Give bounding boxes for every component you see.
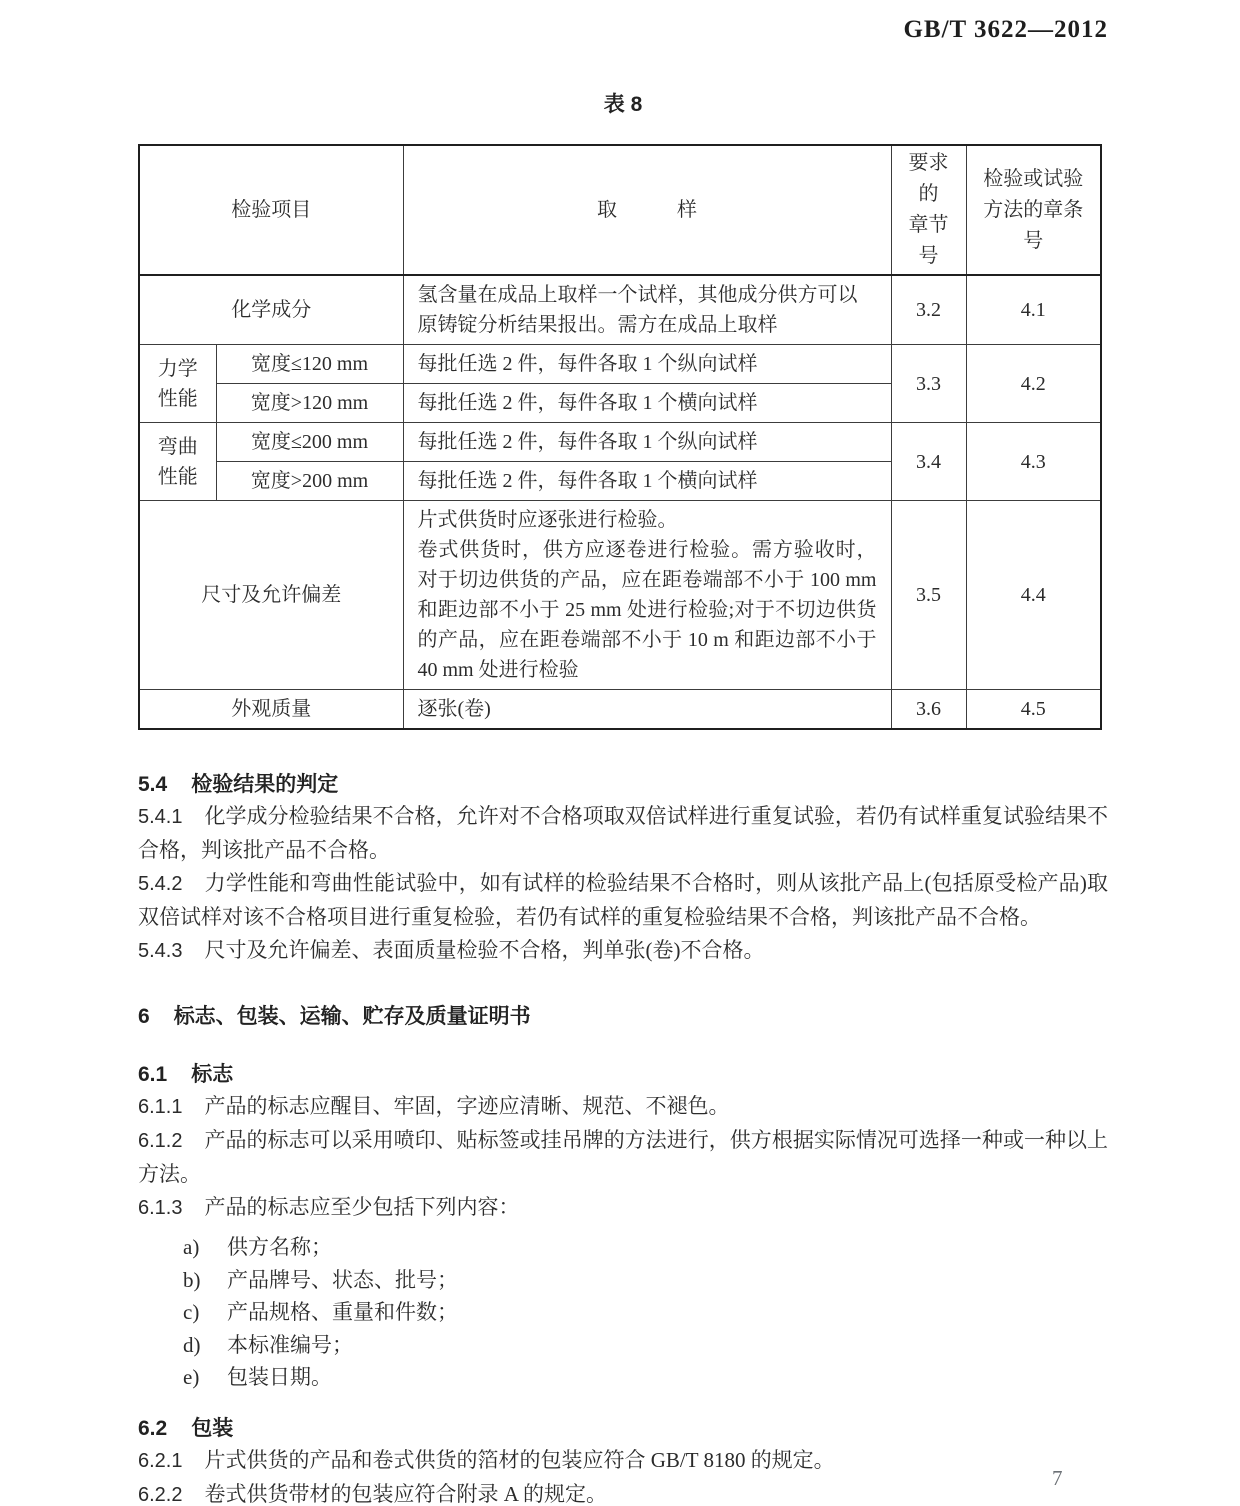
header-method-line1: 检验或试验 [983,167,1084,190]
list-item-text: 本标准编号； [227,1332,353,1357]
cell-sub-bending-1 [216,423,403,462]
cell-req-chemical [891,275,966,345]
visual-sampling-text: 逐张(卷) [417,698,491,720]
table-row-mechanical-1 [139,345,1101,384]
bending-sub2-label: 宽度>200 mm [250,470,369,492]
header-requirement-line1: 要求的 [908,152,949,205]
clause-6-1-3 [138,1191,1108,1225]
clause-6-1-3-number: 6.1.3 [138,1197,183,1219]
clause-6-1-1-text: 产品的标志应醒目、牢固，字迹应清晰、规范、不褪色。 [204,1094,730,1118]
mechanical-method-value: 4.2 [1020,372,1046,395]
cell-sampling-mechanical-1 [403,345,891,384]
clause-6-2-2 [138,1478,1108,1506]
list-item-text: 包装日期。 [227,1365,332,1389]
heading-6-number: 6 [138,1005,150,1028]
list-item-marker: e) [183,1365,200,1389]
clause-6-2-2-text: 卷式供货带材的包装应符合附录 A 的规定。 [204,1481,607,1506]
bending-sub1-label: 宽度≤200 mm [250,431,369,453]
dimensions-sampling-paragraph-1: 片式供货时应逐张进行检验。 [417,509,678,531]
clause-6-1-2-number: 6.1.2 [138,1130,183,1152]
heading-5-4-number: 5.4 [138,773,168,796]
dimensions-method-value: 4.4 [1020,584,1046,606]
list-item [138,1361,1108,1394]
list-item-marker: b) [183,1267,201,1292]
visual-req-value: 3.6 [916,698,941,720]
list-item [138,1231,1108,1264]
clause-6-1-1 [138,1090,1108,1124]
list-item [138,1264,1108,1297]
cell-req-bending [891,423,966,501]
inspection-sampling-table [138,144,1102,730]
clause-6-2-1-text: 片式供货的产品和卷式供货的箔材的包装应符合 GB/T 8180 的规定。 [204,1447,835,1472]
cell-group-bending [139,423,216,501]
list-item-text: 产品牌号、状态、批号； [227,1267,458,1292]
clause-5-4-1-text: 化学成分检验结果不合格，允许对不合格项取双倍试样进行重复试验，若仍有试样重复试验结果不合格，判该批产品不合格。 [138,804,1108,862]
header-sampling-label: 取 样 [597,199,697,221]
visual-method-value: 4.5 [1020,698,1046,720]
bending-method-value: 4.3 [1020,450,1046,473]
mechanical-sub2-label: 宽度>120 mm [250,392,369,414]
list-item [138,1296,1108,1329]
bending-group-label: 弯曲性能 [157,435,198,488]
cell-item-dimensions [139,501,403,690]
table-header-row [139,145,1101,275]
mechanical-sub1-label: 宽度≤120 mm [250,353,369,375]
cell-item-chemical [139,275,403,345]
cell-sampling-dimensions [403,501,891,690]
cell-method-visual [966,690,1101,730]
clause-6-2-1 [138,1444,1108,1478]
header-requirement-line2: 章节号 [908,214,949,267]
heading-6-title: 标志、包装、运输、贮存及质量证明书 [173,1005,531,1028]
cell-sampling-visual [403,690,891,730]
list-item-text: 产品规格、重量和件数； [227,1300,458,1324]
clause-5-4-3 [138,934,1108,968]
heading-5-4-title: 检验结果的判定 [191,773,339,796]
cell-method-dimensions [966,501,1101,690]
standard-code-header: GB/T 3622—2012 [903,16,1108,43]
heading-6-1-title: 标志 [191,1063,234,1086]
bending-req-value: 3.4 [916,450,941,473]
clause-6-2-2-number: 6.2.2 [138,1483,183,1506]
cell-group-mechanical [139,345,216,423]
clause-5-4-2-number: 5.4.2 [138,873,183,895]
heading-6-2-number: 6.2 [138,1416,168,1440]
cell-method-chemical [966,275,1101,345]
clause-5-4-2 [138,867,1108,934]
visual-item-label: 外观质量 [231,698,312,720]
mechanical-group-label: 力学性能 [157,357,198,410]
chemical-item-label: 化学成分 [231,299,312,321]
heading-5-4 [138,770,1108,800]
cell-sampling-chemical [403,275,891,345]
heading-6-1 [138,1060,1108,1090]
header-method-clause [966,145,1101,275]
dimensions-sampling-paragraph-2: 卷式供货时，供方应逐卷进行检验。需方验收时，对于切边供货的产品，应在距卷端部不小于 100 mm 和距边部不小于 25 mm 处进行检验;对于不切边供货的产品，应在距卷端部不小于 10 m 和距边部不小于 40 mm 处进行检验 [417,539,877,681]
heading-6 [138,1002,1108,1032]
cell-sampling-bending-2 [403,462,891,501]
heading-6-1-number: 6.1 [138,1063,168,1086]
clause-5-4-3-number: 5.4.3 [138,940,183,962]
cell-req-visual [891,690,966,730]
list-item-marker: c) [183,1300,200,1324]
list-item [138,1329,1108,1362]
header-method-line2: 方法的章条号 [983,198,1084,252]
header-item-label: 检验项目 [231,199,312,221]
clause-6-2-1-number: 6.2.1 [138,1449,183,1472]
header-item [139,145,403,275]
clause-5-4-2-text: 力学性能和弯曲性能试验中，如有试样的检验结果不合格时，则从该批产品上(包括原受检产品)取双倍试样对该不合格项目进行重复检验，若仍有试样的重复检验结果不合格，判该批产品不合格。 [138,871,1108,929]
cell-sub-bending-2 [216,462,403,501]
chemical-method-value: 4.1 [1020,299,1046,321]
heading-6-2-title: 包装 [191,1416,234,1440]
list-item-marker: d) [183,1332,201,1357]
mechanical-sampling1-text: 每批任选 2 件，每件各取 1 个纵向试样 [417,353,758,375]
chemical-req-value: 3.2 [916,299,941,321]
cell-req-dimensions [891,501,966,690]
cell-method-mechanical [966,345,1101,423]
table-row-bending-1 [139,423,1101,462]
cell-req-mechanical [891,345,966,423]
cell-method-bending [966,423,1101,501]
clause-5-4-1 [138,800,1108,867]
table-row-chemical [139,275,1101,345]
chemical-sampling-text: 氢含量在成品上取样一个试样，其他成分供方可以原铸锭分析结果报出。需方在成品上取样 [417,284,858,336]
dimensions-item-label: 尺寸及允许偏差 [201,584,342,606]
table-row-visual-quality [139,690,1101,730]
header-sampling [403,145,891,275]
marking-content-list [138,1231,1108,1394]
list-item-marker: a) [183,1235,200,1259]
bending-sampling2-text: 每批任选 2 件，每件各取 1 个横向试样 [417,470,758,492]
cell-sampling-mechanical-2 [403,384,891,423]
mechanical-req-value: 3.3 [916,372,941,395]
page-number: 7 [1052,1466,1063,1490]
cell-item-visual [139,690,403,730]
table-caption: 表 8 [603,93,643,116]
clause-6-1-3-text: 产品的标志应至少包括下列内容： [204,1195,520,1219]
clause-5-4-1-number: 5.4.1 [138,806,183,828]
clause-6-1-2 [138,1124,1108,1191]
bending-sampling1-text: 每批任选 2 件，每件各取 1 个纵向试样 [417,431,758,453]
cell-sub-mechanical-2 [216,384,403,423]
table-row-dimensions [139,501,1101,690]
clause-5-4-3-text: 尺寸及允许偏差、表面质量检验不合格，判单张(卷)不合格。 [204,938,765,962]
cell-sampling-bending-1 [403,423,891,462]
cell-sub-mechanical-1 [216,345,403,384]
dimensions-req-value: 3.5 [916,584,941,606]
heading-6-2 [138,1414,1108,1444]
clause-6-1-2-text: 产品的标志可以采用喷印、贴标签或挂吊牌的方法进行，供方根据实际情况可选择一种或一种以上方法。 [138,1128,1108,1186]
list-item-text: 供方名称； [227,1235,332,1259]
header-requirement-clause [891,145,966,275]
clause-6-1-1-number: 6.1.1 [138,1096,183,1118]
mechanical-sampling2-text: 每批任选 2 件，每件各取 1 个横向试样 [417,392,758,414]
